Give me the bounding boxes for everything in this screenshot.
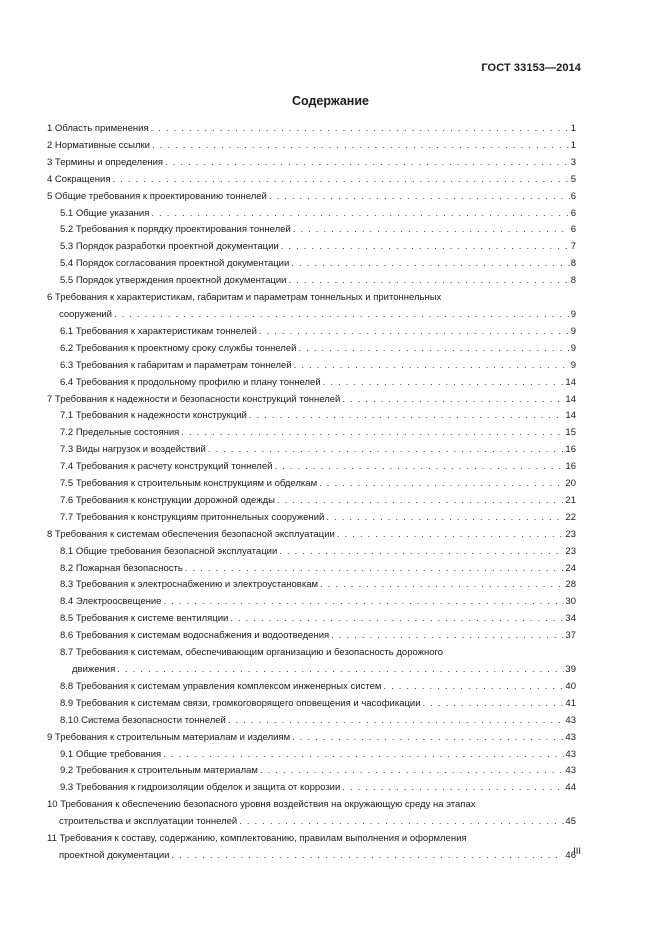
toc-entry-title: 8.8 Требования к системам управления комплексом инженерных систем [60,680,382,692]
toc-entry[interactable] [47,476,576,493]
toc-leader-dots [342,392,564,409]
toc-entry[interactable] [47,510,576,527]
toc-entry-row [47,730,576,747]
toc-entry-row [47,307,576,324]
toc-page-number: 6 [570,224,576,236]
toc-entry-row [60,628,576,645]
toc-entry[interactable] [47,493,576,510]
toc-entry-row [60,239,576,256]
toc-entry-title: 8.1 Общие требования безопасной эксплуатации [60,545,278,557]
toc-entry-row [47,138,576,155]
toc-entry-title: 6.1 Требования к характеристикам тоннелей [60,325,257,337]
toc-entry-row [60,679,576,696]
toc-leader-dots [319,476,564,493]
toc-page-number: 23 [565,545,576,557]
toc-entry-row [47,155,576,172]
toc-entry[interactable] [47,206,576,223]
toc-leader-dots [114,307,570,324]
toc-page-number: 1 [570,139,576,151]
toc-page-number: 7 [570,241,576,253]
toc-leader-dots [279,544,564,561]
toc-entry[interactable] [47,222,576,239]
toc-page-number: 9 [570,325,576,337]
toc-entry[interactable] [47,797,576,831]
toc-page-number: 39 [565,664,576,675]
toc-entry[interactable] [47,527,576,544]
toc-entry-title: 2 Нормативные ссылки [47,139,150,151]
toc-entry-row [60,222,576,239]
toc-page-number: 9 [570,359,576,371]
toc-entry[interactable] [47,375,576,392]
toc-entry[interactable] [47,763,576,780]
toc-entry-row [60,510,576,527]
toc-leader-dots [423,696,565,713]
toc-page-number: 8 [570,275,576,287]
toc-entry-row [47,392,576,409]
toc-entry[interactable] [47,831,576,865]
toc-leader-dots [239,814,564,831]
toc-page-number: 40 [565,680,576,692]
toc-leader-dots [260,763,564,780]
toc-entry[interactable] [47,645,576,679]
toc-entry[interactable] [47,628,576,645]
toc-entry[interactable] [47,730,576,747]
toc-entry-row [60,425,576,442]
toc-leader-dots [298,341,569,358]
toc-entry-row [47,848,576,865]
toc-entry[interactable] [47,324,576,341]
toc-leader-dots [323,375,565,392]
toc-leader-dots [331,628,564,645]
toc-entry-title: 7 Требования к надежности и безопасности конструкций тоннелей [47,393,341,405]
toc-entry-row [60,763,576,780]
toc-leader-dots [117,662,564,679]
toc-page-number: 30 [565,596,576,608]
toc-entry-title-line: 6 Требования к характеристикам, габаритам и параметрам тоннельных и притоннельных [47,292,442,304]
toc-entry[interactable] [47,713,576,730]
toc-entry[interactable] [47,459,576,476]
toc-entry-title: движения [72,664,116,675]
toc-leader-dots [291,256,569,273]
toc-page-number: 16 [565,461,576,473]
toc-entry-title: 6.4 Требования к продольному профилю и плану тоннелей [60,376,321,388]
toc-entry-row [47,121,576,138]
toc-entry-title-line: 11 Требования к составу, содержанию, комплектованию, правилам выполнения и оформления [47,833,467,845]
toc-entry[interactable] [47,392,576,409]
toc-leader-dots [181,425,564,442]
toc-leader-dots [230,611,564,628]
toc-entry-title: сооружений [59,308,112,320]
toc-page-number: 46 [565,849,576,861]
toc-entry-row [60,696,576,713]
toc-page-number: 41 [565,697,576,709]
toc-entry[interactable] [47,189,576,206]
toc-page-number: 43 [565,748,576,760]
toc-entry[interactable] [47,341,576,358]
toc-entry-row [60,780,576,797]
toc-entry-row [60,459,576,476]
page-number: III [573,846,581,857]
toc-leader-dots [289,273,570,290]
toc-entry[interactable] [47,425,576,442]
toc-page-number: 23 [565,528,576,540]
toc-entry-title: 8.2 Пожарная безопасность [60,562,183,574]
standard-number: ГОСТ 33153—2014 [481,62,581,74]
toc-entry-row [60,544,576,561]
toc-page-number: 24 [565,562,576,574]
toc-leader-dots [151,121,570,138]
toc-entry-title: 7.2 Предельные состояния [60,427,180,439]
toc-page-number: 28 [565,579,576,591]
toc-entry-title: 8.10 Система безопасности тоннелей [60,714,226,726]
toc-leader-dots [185,561,565,578]
toc-leader-dots [152,138,570,155]
toc-page-number: 21 [565,494,576,506]
toc-entry[interactable] [47,256,576,273]
table-of-contents [47,121,576,865]
toc-entry-row [60,273,576,290]
toc-entry-row [60,561,576,578]
toc-leader-dots [165,155,570,172]
toc-entry-title-line: 8.7 Требования к системам, обеспечивающим организацию и безопасность дорожного [60,647,444,659]
toc-leader-dots [163,594,564,611]
toc-entry[interactable] [47,561,576,578]
toc-page-number: 43 [565,714,576,726]
toc-leader-dots [326,510,564,527]
toc-leader-dots [293,222,570,239]
toc-page-number: 1 [570,123,576,134]
toc-entry-row [60,747,576,764]
toc-entry-row [60,358,576,375]
toc-page-number: 6 [570,207,576,219]
toc-entry-row [60,206,576,223]
toc-page-number: 37 [565,630,576,642]
toc-entry-title: 9 Требования к строительным материалам и изделиям [47,731,291,743]
toc-entry-row [47,189,576,206]
toc-entry-row [60,476,576,493]
toc-entry[interactable] [47,696,576,713]
toc-entry[interactable] [47,577,576,594]
toc-page-number: 14 [565,376,576,388]
toc-entry-title: 7.7 Требования к конструкциям притоннельных сооружений [60,511,325,523]
toc-entry-row [60,256,576,273]
toc-entry-row [60,493,576,510]
toc-entry[interactable] [47,121,576,138]
toc-entry[interactable] [47,172,576,189]
toc-leader-dots [112,172,569,189]
toc-entry-title: 8 Требования к системам обеспечения безопасной эксплуатации [47,528,335,540]
toc-page-number: 14 [565,410,576,422]
toc-page-number: 9 [570,308,576,320]
toc-page-number: 14 [565,393,576,405]
toc-leader-dots [151,206,569,223]
toc-leader-dots [337,527,565,544]
toc-entry-row [60,611,576,628]
toc-page-number: 15 [565,427,576,439]
toc-leader-dots [342,780,564,797]
toc-entry-title: 6.2 Требования к проектному сроку службы тоннелей [60,342,297,354]
toc-entry-title: 3 Термины и определения [47,156,164,168]
toc-entry-row [60,341,576,358]
toc-entry-title: проектной документации [59,849,170,861]
toc-page-number: 16 [565,444,576,456]
toc-entry[interactable] [47,780,576,797]
toc-page-number: 22 [565,511,576,523]
toc-entry-title: 5.3 Порядок разработки проектной документации [60,241,279,253]
toc-entry[interactable] [47,747,576,764]
toc-entry-row [60,662,576,679]
toc-entry-title: строительства и эксплуатации тоннелей [59,816,238,828]
toc-entry-title: 8.6 Требования к системам водоснабжения и водоотведения [60,630,330,642]
toc-entry-row [60,713,576,730]
toc-page-number: 43 [565,731,576,743]
toc-leader-dots [269,189,570,206]
toc-leader-dots [171,848,564,865]
toc-entry-title: 9.1 Общие требования [60,748,162,760]
toc-page-number: 43 [565,765,576,777]
toc-leader-dots [294,358,570,375]
toc-entry-title-line: 10 Требования к обеспечению безопасного уровня воздействия на окружающую среду на этапах [47,799,476,811]
toc-page-number: 5 [570,173,576,185]
toc-leader-dots [277,493,564,510]
toc-entry-row [60,408,576,425]
toc-entry[interactable] [47,408,576,425]
toc-entry-row [47,172,576,189]
toc-leader-dots [259,324,570,341]
page-title: Содержание [291,94,369,108]
toc-entry-title: 5 Общие требования к проектированию тоннелей [47,190,267,202]
toc-entry-row [60,375,576,392]
toc-page-number: 3 [570,156,576,168]
toc-page-number: 34 [565,613,576,625]
toc-leader-dots [163,747,564,764]
toc-entry[interactable] [47,594,576,611]
toc-entry-title: 7.3 Виды нагрузок и воздействий [60,444,206,456]
toc-entry-title: 1 Область применения [47,123,149,134]
toc-leader-dots [249,408,565,425]
toc-entry-row [47,814,576,831]
toc-entry[interactable] [47,155,576,172]
toc-leader-dots [274,459,564,476]
toc-page-number: 45 [565,816,576,828]
toc-entry[interactable] [47,679,576,696]
toc-entry-title: 7.6 Требования к конструкции дорожной одежды [60,494,275,506]
toc-leader-dots [320,577,564,594]
toc-entry-row [60,577,576,594]
toc-page-number: 8 [570,258,576,270]
toc-entry-row [60,442,576,459]
toc-entry-row [60,324,576,341]
toc-entry[interactable] [47,273,576,290]
toc-entry-title: 5.1 Общие указания [60,207,150,219]
toc-entry-title: 8.3 Требования к электроснабжению и электроустановкам [60,579,319,591]
toc-entry[interactable] [47,442,576,459]
toc-entry-title: 8.4 Электроосвещение [60,596,162,608]
toc-entry[interactable] [47,358,576,375]
toc-leader-dots [228,713,565,730]
toc-entry-title: 8.5 Требования к системе вентиляции [60,613,229,625]
toc-page-number: 9 [570,342,576,354]
toc-entry-title: 4 Сокращения [47,173,111,185]
toc-entry-row [47,527,576,544]
toc-entry-title: 9.2 Требования к строительным материалам [60,765,258,777]
toc-page-number: 20 [565,478,576,490]
toc-entry-title: 9.3 Требования к гидроизоляции обделок и защита от коррозии [60,782,341,794]
toc-entry-title: 5.2 Требования к порядку проектирования тоннелей [60,224,291,236]
toc-page-number: 44 [565,782,576,794]
toc-entry-title: 5.5 Порядок утверждения проектной документации [60,275,287,287]
toc-leader-dots [208,442,565,459]
toc-leader-dots [383,679,564,696]
toc-entry[interactable] [47,239,576,256]
toc-entry-title: 7.5 Требования к строительным конструкциям и обделкам [60,478,318,490]
toc-entry[interactable] [47,611,576,628]
toc-entry-title: 7.4 Требования к расчету конструкций тоннелей [60,461,273,473]
toc-entry-row [60,594,576,611]
toc-entry[interactable] [47,290,576,324]
toc-page-number: 6 [570,190,576,202]
toc-entry[interactable] [47,544,576,561]
toc-entry-title: 5.4 Порядок согласования проектной документации [60,258,290,270]
toc-entry[interactable] [47,138,576,155]
toc-leader-dots [292,730,564,747]
toc-leader-dots [281,239,570,256]
toc-entry-title: 7.1 Требования к надежности конструкций [60,410,247,422]
toc-entry-title: 6.3 Требования к габаритам и параметрам тоннелей [60,359,292,371]
toc-entry-title: 8.9 Требования к системам связи, громкоговорящего оповещения и часофикации [60,697,421,709]
